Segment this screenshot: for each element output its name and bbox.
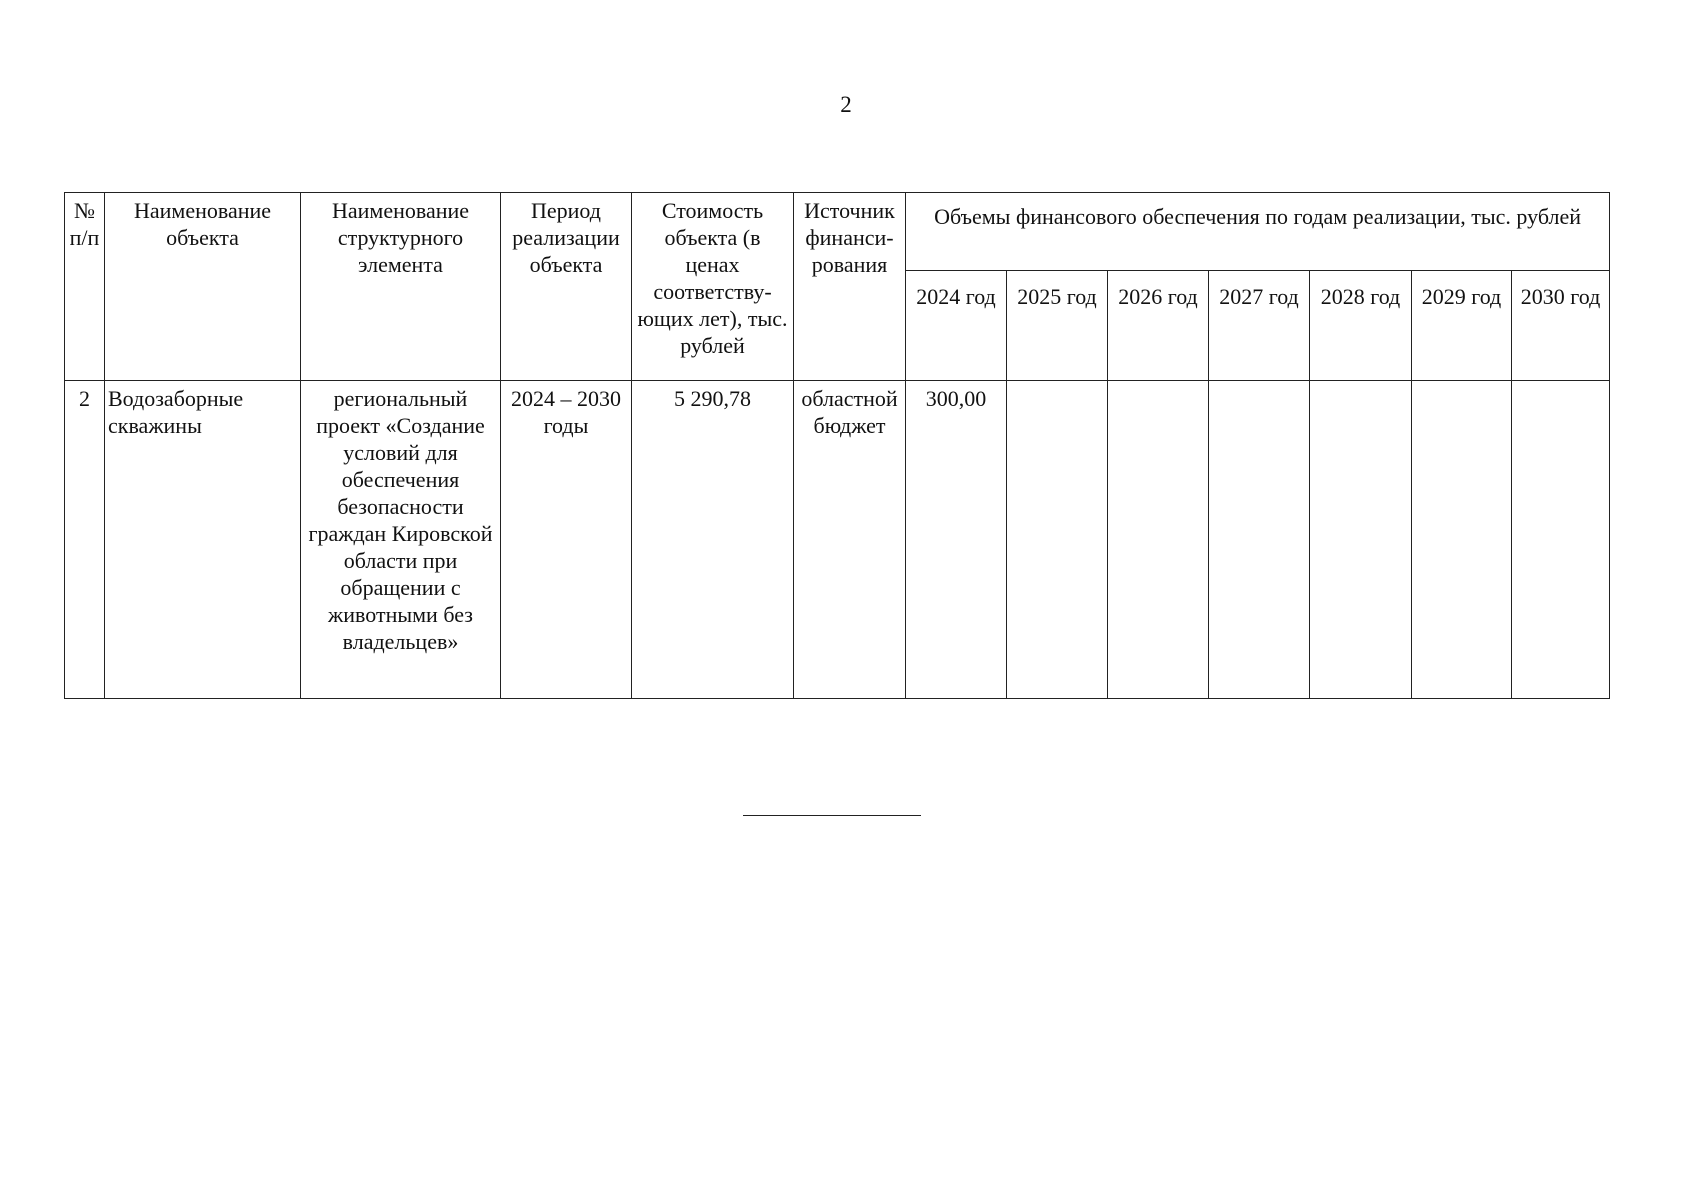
header-structural-element: Наименование структурного элемента	[301, 193, 501, 381]
header-period: Период реализации объекта	[501, 193, 632, 381]
cell-year-2026	[1108, 381, 1209, 699]
cell-year-2030	[1512, 381, 1610, 699]
cell-year-2025	[1007, 381, 1108, 699]
header-num: № п/п	[65, 193, 105, 381]
cell-structural-element: региональный проект «Создание условий для обеспечения безопасности граждан Кировской области при обращении с животными без владельцев»	[301, 381, 501, 699]
header-year-2029: 2029 год	[1412, 271, 1512, 381]
header-year-2026: 2026 год	[1108, 271, 1209, 381]
header-source: Источник финанси-рования	[794, 193, 906, 381]
cell-year-2029	[1412, 381, 1512, 699]
header-year-2027: 2027 год	[1209, 271, 1310, 381]
header-cost: Стоимость объекта (в ценах соответству-ющих лет), тыс. рублей	[632, 193, 794, 381]
header-year-2025: 2025 год	[1007, 271, 1108, 381]
page-number: 2	[840, 92, 852, 117]
cell-year-2028	[1310, 381, 1412, 699]
table-header-row	[65, 193, 1610, 271]
cell-period: 2024 – 2030 годы	[501, 381, 632, 699]
cell-cost: 5 290,78	[632, 381, 794, 699]
cell-year-2024: 300,00	[906, 381, 1007, 699]
financing-table	[64, 192, 1610, 699]
header-year-2030: 2030 год	[1512, 271, 1610, 381]
header-object-name: Наименование объекта	[105, 193, 301, 381]
header-year-2028: 2028 год	[1310, 271, 1412, 381]
cell-num: 2	[65, 381, 105, 699]
closing-divider	[743, 815, 921, 816]
table-row	[65, 381, 1610, 699]
header-volumes: Объемы финансового обеспечения по годам реализации, тыс. рублей	[906, 193, 1610, 271]
cell-object-name: Водозаборные скважины	[105, 381, 301, 699]
cell-source: областной бюджет	[794, 381, 906, 699]
header-year-2024: 2024 год	[906, 271, 1007, 381]
cell-year-2027	[1209, 381, 1310, 699]
